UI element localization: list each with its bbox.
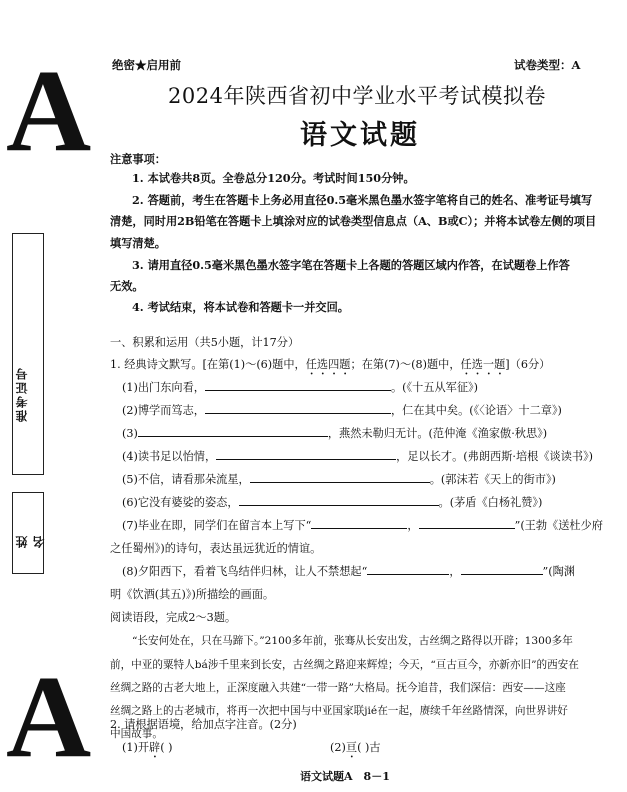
q1-item-text: ， <box>449 565 461 578</box>
q1-item-7 <box>122 517 603 533</box>
q1-item-text: 。(茅盾《白杨礼赞》) <box>438 496 543 509</box>
exam-number-label: 准考证号 <box>15 366 29 422</box>
subject-title: 语文试题 <box>300 120 420 151</box>
note-3-line-2: 无效。 <box>110 279 144 293</box>
q1-item-text: (2)博学而笃志， <box>122 404 205 417</box>
note-2-line-3: 填写清楚。 <box>110 236 166 250</box>
q1-item-text: ，燕然未勒归无计。(范仲淹《渔家傲·秋思》) <box>327 427 548 440</box>
answer-blank[interactable] <box>311 517 407 529</box>
paper-type: 试卷类型：A <box>514 58 581 72</box>
paper-type-letter-bottom: A <box>6 651 92 782</box>
passage-line-3: 丝绸之路的古老大地上，正深度融入共建“一带一路”大格局。抚今追昔，我们深信：西安——这座 <box>110 682 566 694</box>
answer-blank[interactable] <box>205 402 391 414</box>
answer-blank[interactable] <box>250 471 430 483</box>
answer-blank[interactable] <box>239 494 439 506</box>
passage-line-5: 中国故事。 <box>110 728 163 740</box>
q1-item-text: (7)毕业在即，同学们在留言本上写下“ <box>122 519 312 532</box>
notes-heading: 注意事项： <box>110 152 166 166</box>
question-2-heading-wrap <box>110 716 297 732</box>
q1-head-part: ；在第(7)～(8)题中， <box>350 358 461 371</box>
note-4: 4. 考试结束，将本试卷和答题卡一并交回。 <box>132 300 349 314</box>
q1-item-text: ”(陶渊 <box>542 565 575 578</box>
q1-item-text: (6)它没有婆娑的姿态， <box>122 496 239 509</box>
q1-item-text: (8)夕阳西下，看着飞鸟结伴归林，让人不禁想起“ <box>122 565 368 578</box>
passage-line-2: 前，中亚的粟特人bá涉千里来到长安，古丝绸之路迎来辉煌；今天，“亘古亘今，亦新亦旧”的西安在 <box>110 659 579 671</box>
answer-blank[interactable] <box>138 425 328 437</box>
q1-choose-one: 任选一题 <box>460 358 506 371</box>
q1-item-text: 。(《十五从军征》) <box>390 381 479 394</box>
answer-blank[interactable] <box>216 448 396 460</box>
confidential-mark: 绝密★启用前 <box>112 58 181 72</box>
q1-choose-four: 任选四题 <box>305 358 351 371</box>
q1-head-part: 1. 经典诗文默写。[在第(1)～(6)题中， <box>110 358 306 371</box>
q2-item-text: (1)开 <box>122 741 150 754</box>
q2-item-text: (2) <box>330 741 346 754</box>
reading-intro: 阅读语段，完成2～3题。 <box>110 611 237 624</box>
q1-item-1 <box>122 379 478 395</box>
q2-item-2 <box>330 739 381 761</box>
note-3-line-1: 3. 请用直径0.5毫米黑色墨水签字笔在答题卡上各题的答题区域内作答，在试题卷上作答 <box>132 258 570 272</box>
q1-head-part: ]（6分） <box>505 358 551 371</box>
q1-item-text: (1)出门东向看， <box>122 381 205 394</box>
q1-item-text: ， <box>407 519 419 532</box>
note-1: 1. 本试卷共8页。全卷总分120分。考试时间150分钟。 <box>132 171 415 185</box>
name-box <box>12 492 44 574</box>
q1-item-6 <box>122 494 542 510</box>
section-1-heading: 一、积累和运用（共5小题，计17分） <box>110 336 300 349</box>
q2-item-1 <box>122 739 173 761</box>
note-2-line-2: 清楚，同时用2B铅笔在答题卡上填涂对应的试卷类型信息点（A、B或C）；并将本试卷左侧的项目 <box>110 214 597 228</box>
answer-blank[interactable] <box>419 517 515 529</box>
q1-item-text: (4)读书足以怡情， <box>122 450 217 463</box>
exam-number-box <box>12 233 44 475</box>
q1-item-7-cont: 之任蜀州》)的诗句，表达虽远犹近的情谊。 <box>110 542 322 555</box>
q1-item-8-cont: 明《饮酒(其五)》)所描绘的画面。 <box>110 588 275 601</box>
q1-item-text: ，仁在其中矣。(《〈论语〉十二章》) <box>390 404 562 417</box>
answer-blank[interactable] <box>367 563 449 575</box>
answer-blank[interactable] <box>461 563 543 575</box>
exam-title: 2024年陕西省初中学业水平考试模拟卷 <box>168 84 546 108</box>
q1-item-3 <box>122 425 547 441</box>
passage-line-4: 丝绸之路上的古老城市，将再一次把中国与中亚国家联jié在一起，赓续千年丝路情深，向世界讲好 <box>110 705 568 717</box>
q1-item-2 <box>122 402 562 418</box>
q1-item-text: 。(郭沫若《天上的街市》) <box>429 473 556 486</box>
page-footer: 语文试题A 8－1 <box>300 770 390 783</box>
q1-item-text: ，足以长才。(弗朗西斯·培根《谈读书》) <box>396 450 594 463</box>
q2-dotted-char: 亘 <box>345 741 358 754</box>
paper-type-letter-top: A <box>6 45 92 176</box>
answer-blank[interactable] <box>205 379 391 391</box>
note-2-line-1: 2. 答题前，考生在答题卡上务必用直径0.5毫米黑色墨水签字笔将自己的姓名、准考证号填写 <box>132 193 593 207</box>
q1-item-4 <box>122 448 593 464</box>
q1-item-text: ”(王勃《送杜少府 <box>514 519 603 532</box>
q2-dotted-char: 辟 <box>149 741 161 754</box>
q2-answer-paren[interactable]: ( ) <box>160 741 173 754</box>
name-label: 姓名 <box>15 522 46 548</box>
q1-item-text: (5)不信，请看那朵流星， <box>122 473 250 486</box>
q2-answer-paren[interactable]: ( )古 <box>357 741 381 754</box>
passage-line-1: “长安何处在，只在马蹄下。”2100多年前，张骞从长安出发，古丝绸之路得以开辟；1300多年 <box>132 635 573 647</box>
question-2-heading: 2. 请根据语境，给加点字注音。(2分) <box>110 718 297 731</box>
q1-item-text: (3) <box>122 427 138 440</box>
question-1-heading <box>110 356 550 378</box>
q1-item-8 <box>122 563 575 579</box>
q1-item-5 <box>122 471 556 487</box>
